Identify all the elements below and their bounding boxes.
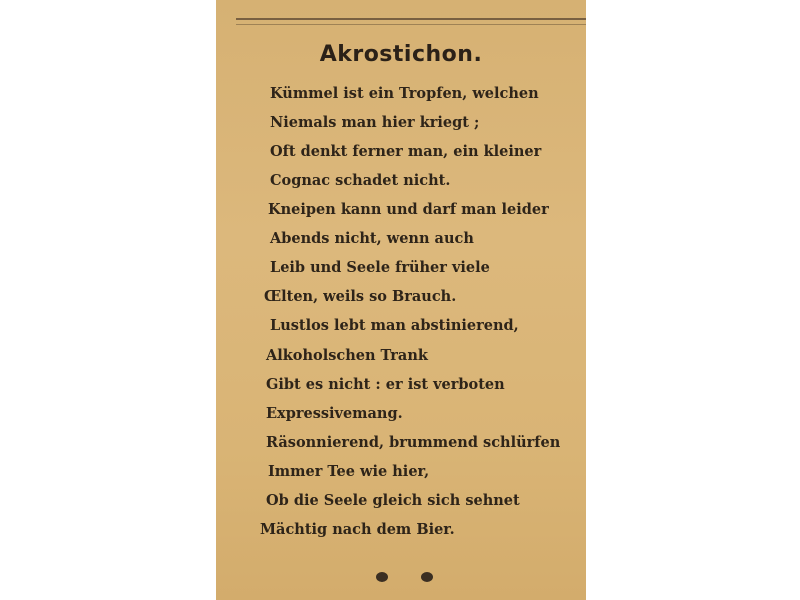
ornament-dot-icon (421, 572, 433, 582)
poem-line: Kümmel ist ein Tropfen, welchen (270, 85, 539, 102)
poem-line: Abends nicht, wenn auch (270, 230, 474, 247)
poem-line: Oft denkt ferner man, ein kleiner (270, 143, 542, 160)
top-rule (236, 18, 586, 20)
poem-line: Lustlos lebt man abstinierend, (270, 317, 519, 334)
poem-title: Akrostichon. (319, 42, 483, 67)
poem-line: Expressivemang. (266, 405, 403, 422)
poem-line: Leib und Seele früher viele (270, 259, 490, 276)
ornament-dot-icon (376, 572, 388, 582)
poem-line: Œlten, weils so Brauch. (264, 288, 457, 305)
poem-line: Gibt es nicht : er ist verboten (266, 376, 505, 393)
poem-line: Mächtig nach dem Bier. (260, 521, 455, 538)
poem-line: Räsonnierend, brummend schlürfen (266, 434, 561, 451)
poem-line: Kneipen kann und darf man leider (268, 201, 549, 218)
top-rule-thin (236, 24, 586, 25)
poem-line: Niemals man hier kriegt ; (270, 114, 480, 131)
poem-line: Alkoholschen Trank (266, 347, 428, 364)
poem-line: Immer Tee wie hier, (268, 463, 430, 480)
poem-line: Ob die Seele gleich sich sehnet (266, 492, 520, 509)
poem-line: Cognac schadet nicht. (270, 172, 451, 189)
newspaper-clipping (216, 0, 586, 600)
